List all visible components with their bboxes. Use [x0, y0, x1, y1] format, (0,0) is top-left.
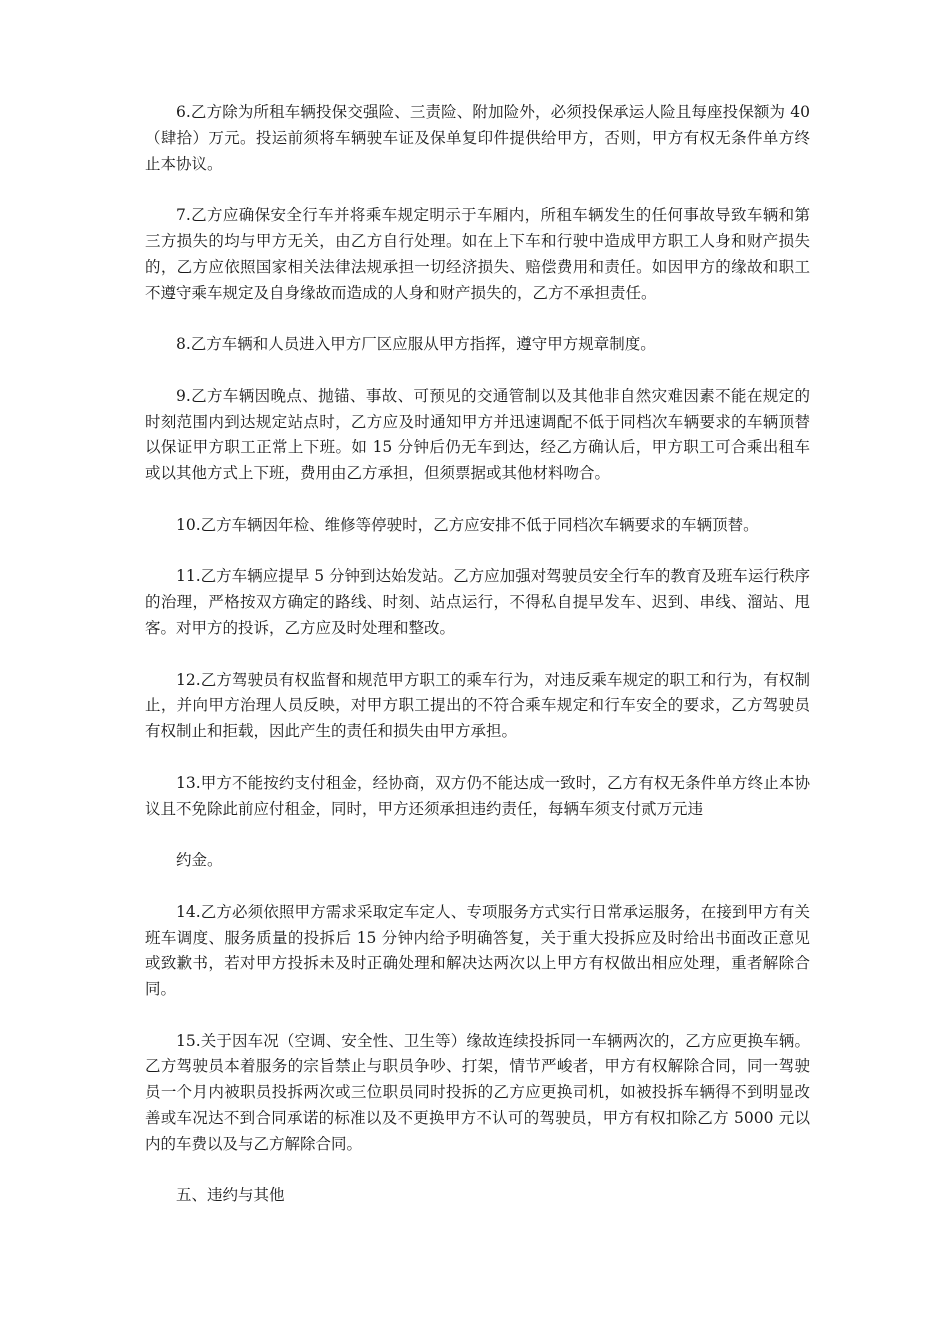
- clause-12: 12.乙方驾驶员有权监督和规范甲方职工的乘车行为，对违反乘车规定的职工和行为，有权制止，并向甲方治理人员反映，对甲方职工提出的不符合乘车规定和行车安全的要求，乙方驾驶员有权制止和拒载，因此产生的责任和损失由甲方承担。: [145, 670, 810, 741]
- clause-13: 13.甲方不能按约支付租金，经协商，双方仍不能达成一致时，乙方有权无条件单方终止本协议且不免除此前应付租金，同时，甲方还须承担违约责任，每辆车须支付贰万元违: [145, 773, 810, 818]
- clause-11: 11.乙方车辆应提早 5 分钟到达始发站。乙方应加强对驾驶员安全行车的教育及班车运行秩序的治理，严格按双方确定的路线、时刻、站点运行，不得私自提早发车、迟到、串线、溜站、甩客。对甲方的投诉，乙方应及时处理和整改。: [145, 567, 810, 637]
- clause-13-continued: 约金。: [176, 851, 223, 870]
- clause-14: 14.乙方必须依照甲方需求采取定车定人、专项服务方式实行日常承运服务，在接到甲方有关班车调度、服务质量的投拆后 15 分钟内给予明确答复，关于重大投拆应及时给出书面改正意见或致歉书，若对甲方投拆未及时正确处理和解决达两次以上甲方有权做出相应处理，重者解除合同。: [145, 902, 810, 999]
- clause-8: 8.乙方车辆和人员进入甲方厂区应服从甲方指挥，遵守甲方规章制度。: [176, 335, 656, 354]
- document-body: [145, 100, 810, 1209]
- clause-9: 9.乙方车辆因晚点、抛锚、事故、可预见的交通管制以及其他非自然灾难因素不能在规定的时刻范围内到达规定站点时，乙方应及时通知甲方并迅速调配不低于同档次车辆要求的车辆顶替以保证甲方职工正常上下班。如 15 分钟后仍无车到达，经乙方确认后，甲方职工可合乘出租车或以其他方式上下班，费用由乙方承担，但须票据或其他材料吻合。: [145, 386, 810, 483]
- section-heading: 五、违约与其他: [176, 1186, 285, 1205]
- clause-6: 6.乙方除为所租车辆投保交强险、三责险、附加险外，必须投保承运人险且每座投保额为 40（肆拾）万元。投运前须将车辆驶车证及保单复印件提供给甲方，否则，甲方有权无条件单方终止本协议。: [145, 103, 810, 173]
- clause-10: 10.乙方车辆因年检、维修等停驶时，乙方应安排不低于同档次车辆要求的车辆顶替。: [176, 515, 759, 534]
- clause-15: 15.关于因车况（空调、安全性、卫生等）缘故连续投拆同一车辆两次的，乙方应更换车辆。乙方驾驶员本着服务的宗旨禁止与职员争吵、打架，情节严峻者，甲方有权解除合同，同一驾驶员一个月内被职员投拆两次或三位职员同时投拆的乙方应更换司机，如被投拆车辆得不到明显改善或车况达不到合同承诺的标准以及不更换甲方不认可的驾驶员，甲方有权扣除乙方 5000 元以内的车费以及与乙方解除合同。: [145, 1031, 810, 1153]
- clause-7: 7.乙方应确保安全行车并将乘车规定明示于车厢内，所租车辆发生的任何事故导致车辆和第三方损失的均与甲方无关，由乙方自行处理。如在上下车和行驶中造成甲方职工人身和财产损失的，乙方应依照国家相关法律法规承担一切经济损失、赔偿费用和责任。如因甲方的缘故和职工不遵守乘车规定及自身缘故而造成的人身和财产损失的，乙方不承担责任。: [145, 206, 810, 302]
